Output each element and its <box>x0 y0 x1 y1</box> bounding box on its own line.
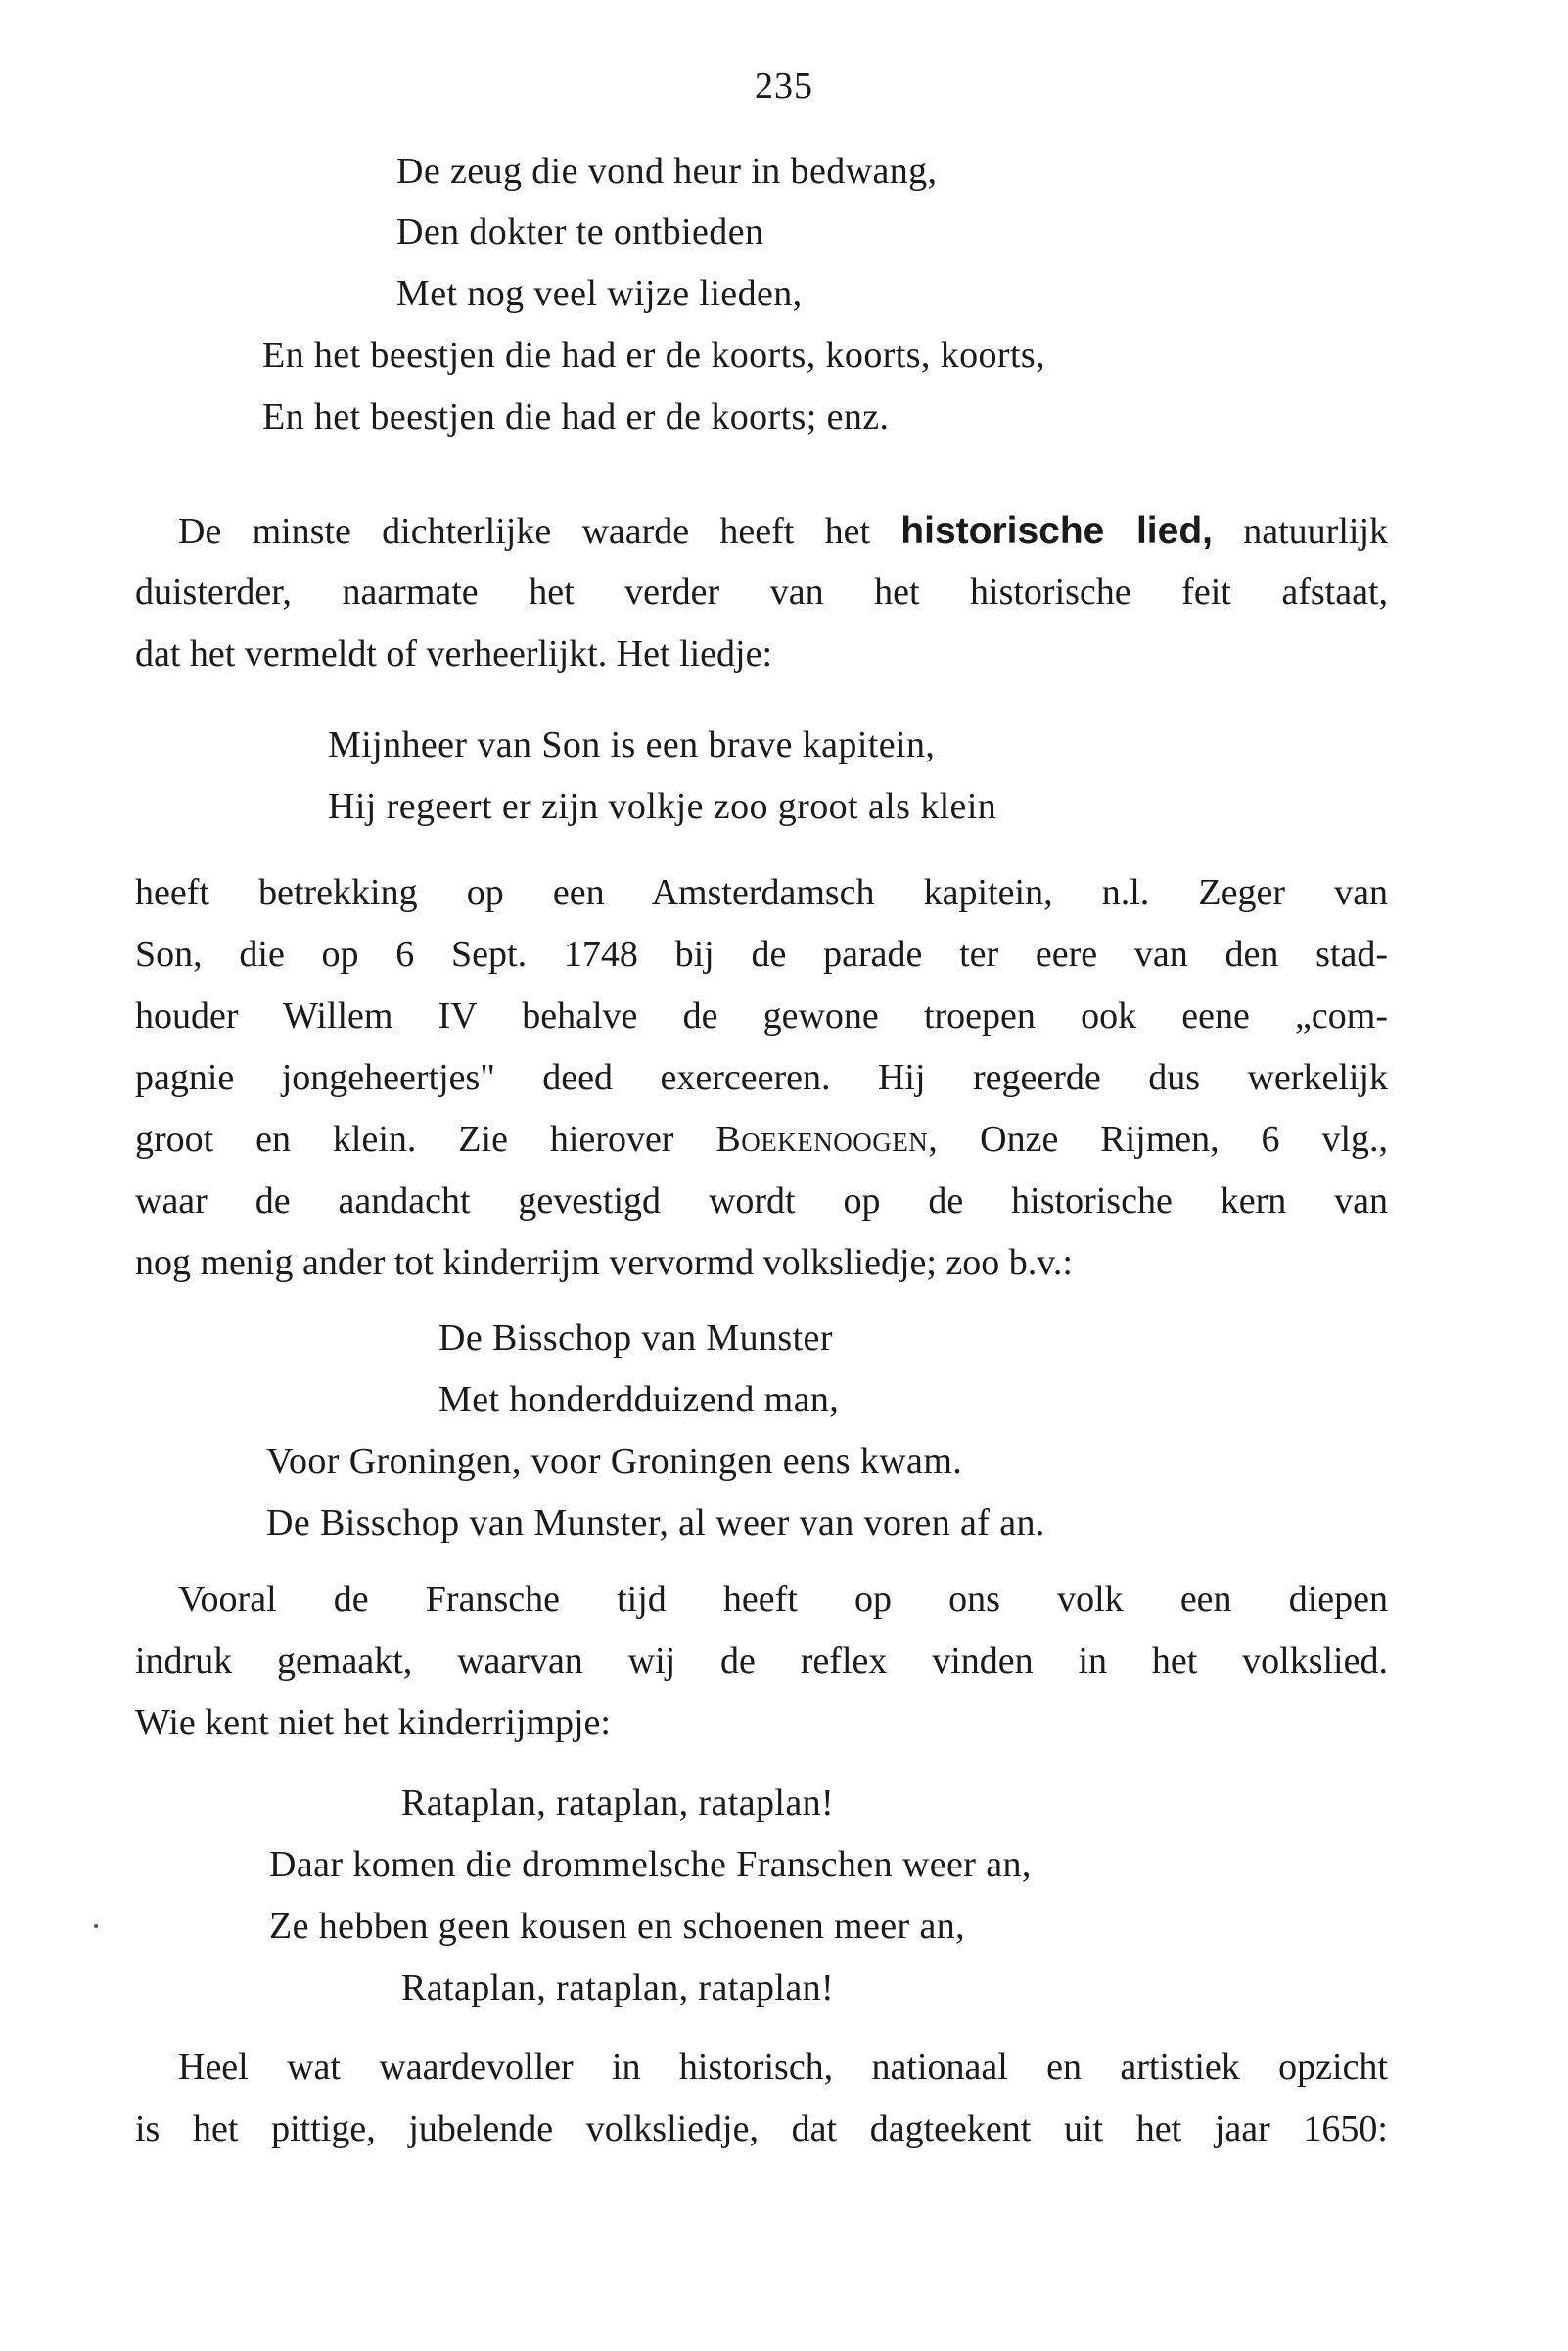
paragraph-line: nog menig ander tot kinderrijm vervormd volksliedje; zoo b.v.: <box>135 1242 1073 1283</box>
paragraph-line: is het pittige, jubelende volksliedje, dat dagteekent uit het jaar 1650: <box>135 2108 1388 2149</box>
paragraph-text: groot en klein. Zie hierover <box>135 1119 674 1160</box>
verse-line: Hij regeert er zijn volkje zoo groot als klein <box>328 786 997 827</box>
bold-term: historische lied, <box>900 510 1213 552</box>
verse-line: Ze hebben geen kousen en schoenen meer an, <box>269 1906 966 1947</box>
verse-line: De zeug die vond heur in bedwang, <box>396 151 938 192</box>
verse-line: En het beestjen die had er de koorts; enz. <box>262 396 890 438</box>
verse-line: Rataplan, rataplan, rataplan! <box>401 1967 835 2008</box>
author-name: Boekenoogen, <box>715 1119 939 1160</box>
paragraph-line: Vooral de Fransche tijd heeft op ons volk een diepen <box>178 1579 1388 1620</box>
paragraph-line: houder Willem IV behalve de gewone troepen ook eene „com- <box>135 995 1388 1037</box>
print-speck <box>94 1924 98 1928</box>
verse-line: Voor Groningen, voor Groningen eens kwam. <box>266 1441 963 1482</box>
verse-line: Rataplan, rataplan, rataplan! <box>401 1782 835 1823</box>
paragraph-line: indruk gemaakt, waarvan wij de reflex vinden in het volkslied. <box>135 1640 1388 1682</box>
paragraph-line: duisterder, naarmate het verder van het historische feit afstaat, <box>135 572 1388 613</box>
paragraph-line: heeft betrekking op een Amsterdamsch kapitein, n.l. Zeger van <box>135 872 1388 913</box>
verse-line: En het beestjen die had er de koorts, koorts, koorts, <box>262 335 1046 376</box>
page-number: 235 <box>755 66 813 107</box>
paragraph-line <box>178 512 1388 550</box>
verse-line: Daar komen die drommelsche Franschen weer an, <box>269 1844 1032 1885</box>
verse-line: Mijnheer van Son is een brave kapitein, <box>328 724 936 765</box>
paragraph-line <box>135 1121 1388 1158</box>
paragraph-text: natuurlijk <box>1243 511 1389 552</box>
paragraph-text: De minste dichterlijke waarde heeft het <box>178 511 871 552</box>
verse-line: Met nog veel wijze lieden, <box>396 273 803 314</box>
verse-line: Met honderdduizend man, <box>438 1379 840 1420</box>
paragraph-text: Onze Rijmen, 6 vlg., <box>980 1119 1389 1160</box>
paragraph-line: Heel wat waardevoller in historisch, nationaal en artistiek opzicht <box>178 2047 1388 2088</box>
paragraph-line: pagnie jongeheertjes" deed exerceeren. Hij regeerde dus werkelijk <box>135 1057 1388 1098</box>
paragraph-line: Son, die op 6 Sept. 1748 bij de parade ter eere van den stad- <box>135 934 1388 975</box>
paragraph-line: Wie kent niet het kinderrijmpje: <box>135 1702 611 1743</box>
paragraph-line: dat het vermeldt of verheerlijkt. Het liedje: <box>135 633 773 674</box>
verse-line: De Bisschop van Munster <box>438 1317 833 1359</box>
paragraph-line: waar de aandacht gevestigd wordt op de historische kern van <box>135 1180 1388 1222</box>
verse-line: De Bisschop van Munster, al weer van voren af an. <box>266 1502 1045 1544</box>
verse-line: Den dokter te ontbieden <box>396 211 764 253</box>
